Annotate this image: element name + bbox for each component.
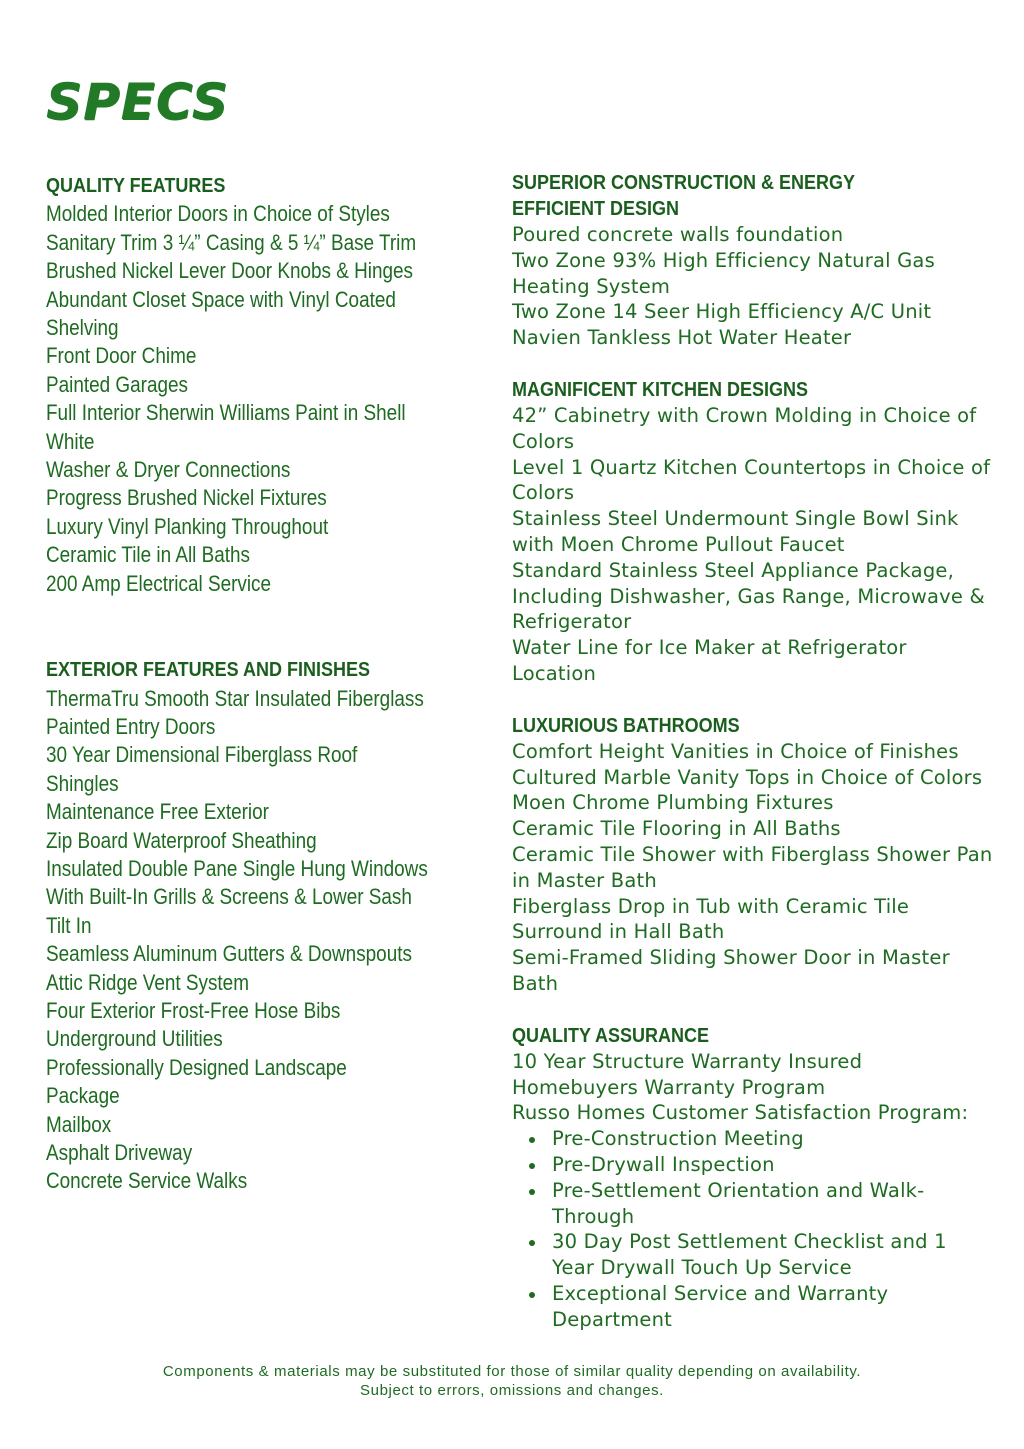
section-heading: QUALITY ASSURANCE [512, 1024, 710, 1047]
list-item: 10 Year Structure Warranty Insured [512, 1049, 863, 1073]
list-item: Underground Utilities [46, 1026, 223, 1052]
section-heading: LUXURIOUS BATHROOMS [512, 714, 740, 737]
feature-list [46, 200, 496, 598]
list-item: Painted Garages [46, 371, 188, 397]
list-item: Mailbox [46, 1111, 112, 1137]
list-item: Homebuyers Warranty Program [512, 1075, 826, 1099]
bullet-line: Through [552, 1204, 635, 1228]
bullet-line: 30 Day Post Settlement Checklist and 1 [552, 1230, 947, 1254]
bullet-line: Year Drywall Touch Up Service [552, 1256, 852, 1280]
page-title: SPECS [46, 73, 229, 131]
list-item: Tilt In [46, 912, 92, 938]
list-item: 42” Cabinetry with Crown Molding in Choice of [512, 403, 977, 427]
feature-list [46, 685, 496, 1196]
list-item: Concrete Service Walks [46, 1168, 248, 1194]
bullet-item [552, 1152, 1007, 1178]
bullet-item [552, 1281, 1007, 1333]
list-item: Stainless Steel Undermount Single Bowl Sink [512, 507, 959, 531]
feature-list [512, 739, 1007, 997]
list-item: Standard Stainless Steel Appliance Package, [512, 558, 955, 582]
bullet-dot-icon [529, 1240, 535, 1246]
list-item: Comfort Height Vanities in Choice of Finishes [512, 739, 959, 763]
list-item: Seamless Aluminum Gutters & Downspouts [46, 941, 412, 967]
list-item: Insulated Double Pane Single Hung Windows [46, 855, 428, 881]
kitchen-section [512, 377, 1007, 687]
list-item: Russo Homes Customer Satisfaction Program: [512, 1101, 969, 1125]
list-item: Colors [512, 481, 575, 505]
disclaimer-line: Components & materials may be substituted for those of similar quality depending on availability. [162, 1363, 862, 1380]
list-item: Painted Entry Doors [46, 713, 216, 739]
list-item: Full Interior Sherwin Williams Paint in Shell [46, 400, 406, 426]
bullet-dot-icon [529, 1189, 535, 1195]
bullet-dot-icon [529, 1292, 535, 1298]
bullet-dot-icon [529, 1137, 535, 1143]
list-item: Luxury Vinyl Planking Throughout [46, 513, 329, 539]
footer-disclaimer [0, 1362, 1024, 1400]
list-item: With Built-In Grills & Screens & Lower Sash [46, 884, 412, 910]
list-item: Surround in Hall Bath [512, 920, 725, 944]
list-item: 200 Amp Electrical Service [46, 570, 272, 596]
list-item: Water Line for Ice Maker at Refrigerator [512, 636, 907, 660]
list-item: Progress Brushed Nickel Fixtures [46, 485, 327, 511]
list-item: Shelving [46, 315, 119, 341]
bullet-line: Department [552, 1307, 672, 1331]
list-item: Bath [512, 971, 559, 995]
list-item: Professionally Designed Landscape [46, 1054, 347, 1080]
bullet-item [552, 1229, 1007, 1281]
bullet-line: Pre-Drywall Inspection [552, 1152, 775, 1176]
bullet-item [552, 1178, 1007, 1230]
satisfaction-program-list [512, 1126, 1007, 1332]
left-column [46, 170, 496, 1196]
list-item: Fiberglass Drop in Tub with Ceramic Tile [512, 894, 910, 918]
list-item: Attic Ridge Vent System [46, 969, 249, 995]
list-item: with Moen Chrome Pullout Faucet [512, 532, 845, 556]
feature-list [512, 1049, 1007, 1126]
list-item: Two Zone 93% High Efficiency Natural Gas [512, 248, 935, 272]
list-item: Level 1 Quartz Kitchen Countertops in Choice of [512, 455, 991, 479]
list-item: Cultured Marble Vanity Tops in Choice of Colors [512, 765, 983, 789]
list-item: Sanitary Trim 3 ¼” Casing & 5 ¼” Base Trim [46, 229, 417, 255]
list-item: Moen Chrome Plumbing Fixtures [512, 791, 834, 815]
section-heading: EXTERIOR FEATURES AND FINISHES [46, 659, 371, 682]
section-heading: SUPERIOR CONSTRUCTION & ENERGY [512, 172, 856, 194]
section-heading: QUALITY FEATURES [46, 175, 226, 197]
list-item: 30 Year Dimensional Fiberglass Roof [46, 742, 358, 768]
bullet-line: Pre-Settlement Orientation and Walk- [552, 1178, 925, 1202]
list-item: ThermaTru Smooth Star Insulated Fiberglass [46, 685, 424, 711]
list-item: Maintenance Free Exterior [46, 799, 269, 825]
list-item: Front Door Chime [46, 343, 197, 369]
list-item: Package [46, 1083, 120, 1109]
bullet-item [552, 1126, 1007, 1152]
right-column [512, 170, 1007, 1332]
list-item: Ceramic Tile Flooring in All Baths [512, 817, 841, 841]
bullet-dot-icon [529, 1163, 535, 1169]
quality-assurance-section [512, 1023, 1007, 1333]
list-item: Ceramic Tile Shower with Fiberglass Shower Pan [512, 842, 993, 866]
section-heading: MAGNIFICENT KITCHEN DESIGNS [512, 378, 809, 401]
list-item: Abundant Closet Space with Vinyl Coated [46, 286, 396, 312]
disclaimer-line: Subject to errors, omissions and changes. [360, 1382, 664, 1399]
superior-construction-section [512, 170, 1007, 351]
list-item: Four Exterior Frost-Free Hose Bibs [46, 997, 341, 1023]
list-item: Two Zone 14 Seer High Efficiency A/C Unit [512, 300, 932, 324]
list-item: Ceramic Tile in All Baths [46, 542, 250, 568]
list-item: Washer & Dryer Connections [46, 457, 291, 483]
bullet-line: Exceptional Service and Warranty [552, 1281, 889, 1305]
bullet-line: Pre-Construction Meeting [552, 1127, 804, 1151]
list-item: White [46, 428, 95, 454]
list-item: Asphalt Driveway [46, 1140, 193, 1165]
list-item: Shingles [46, 770, 119, 796]
list-item: Semi-Framed Sliding Shower Door in Master [512, 946, 950, 970]
list-item: Molded Interior Doors in Choice of Styles [46, 201, 390, 227]
list-item: Heating System [512, 274, 671, 298]
list-item: Navien Tankless Hot Water Heater [512, 326, 852, 350]
bathrooms-section [512, 713, 1007, 997]
list-item: Brushed Nickel Lever Door Knobs & Hinges [46, 258, 414, 284]
list-item: Zip Board Waterproof Sheathing [46, 827, 317, 853]
section-heading-continued: EFFICIENT DESIGN [512, 198, 680, 220]
quality-features-section [46, 170, 496, 598]
feature-list [512, 222, 1007, 351]
list-item: Colors [512, 429, 575, 453]
list-item: Including Dishwasher, Gas Range, Microwave & [512, 584, 985, 608]
feature-list [512, 403, 1007, 687]
list-item: Poured concrete walls foundation [512, 223, 844, 246]
list-item: Location [512, 661, 597, 685]
list-item: in Master Bath [512, 868, 657, 892]
exterior-features-section [46, 654, 496, 1196]
list-item: Refrigerator [512, 610, 632, 634]
